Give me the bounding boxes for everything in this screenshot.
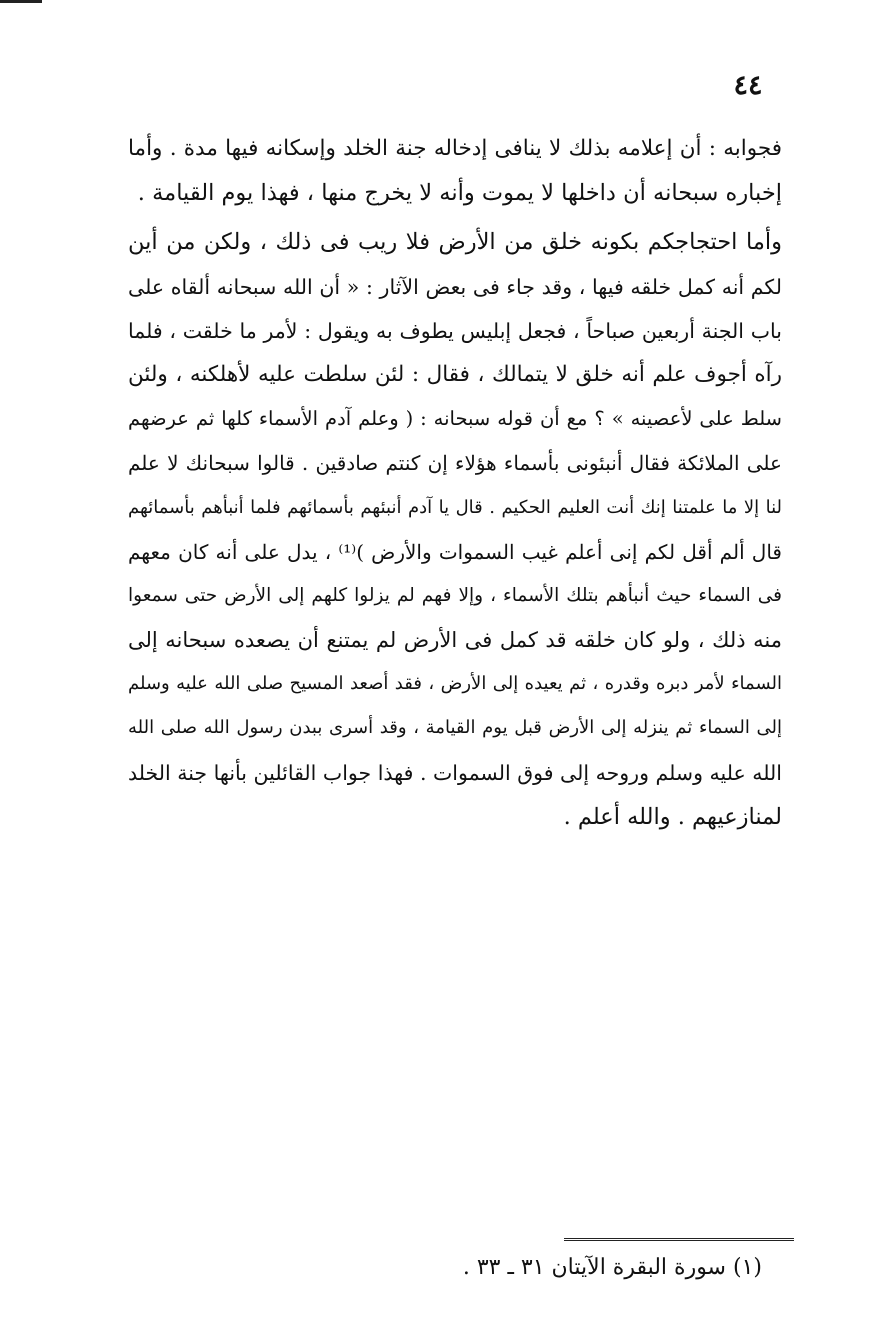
text-line: لنا إلا ما علمتنا إنك أنت العليم الحكيم . قال يا آدم أنبئهم بأسمائهم فلما أنبأهم بأسمائهم	[128, 496, 782, 518]
text-line: منه ذلك ، ولو كان خلقه قد كمل فى الأرض لم يمتنع أن يصعده سبحانه إلى	[128, 628, 782, 653]
text-line: قال ألم أقل لكم إنى أعلم غيب السموات والأرض )⁽¹⁾ ، يدل على أنه كان معهم	[128, 539, 782, 564]
text-line: الله عليه وسلم وروحه إلى فوق السموات . فهذا جواب القائلين بأنها جنة الخلد	[128, 760, 782, 785]
text-line: وأما احتجاجكم بكونه خلق من الأرض فلا ريب فى ذلك ، ولكن من أين	[128, 229, 782, 256]
page-number: ٤٤	[733, 70, 763, 101]
footnote: (١) سورة البقرة الآيتان ٣١ ـ ٣٣ .	[462, 1255, 762, 1280]
footnote-divider	[564, 1238, 794, 1241]
text-line: على الملائكة فقال أنبئونى بأسماء هؤلاء إن كنتم صادقين . قالوا سبحانك لا علم	[128, 451, 782, 476]
scan-edge-mark	[0, 0, 42, 3]
text-line: لكم أنه كمل خلقه فيها ، وقد جاء فى بعض الآثار : « أن الله سبحانه ألقاه على	[128, 274, 782, 299]
text-line: باب الجنة أربعين صباحاً ، فجعل إبليس يطوف به ويقول : لأمر ما خلقت ، فلما	[128, 318, 782, 343]
text-line: السماء لأمر دبره وقدره ، ثم يعيده إلى الأرض ، فقد أصعد المسيح صلى الله عليه وسلم	[128, 673, 782, 695]
paragraph	[128, 127, 782, 215]
paragraph	[128, 220, 782, 839]
body-text	[128, 127, 782, 839]
text-line: لمنازعيهم . والله أعلم .	[563, 803, 782, 830]
text-line: فجوابه : أن إعلامه بذلك لا ينافى إدخاله جنة الخلد وإسكانه فيها مدة . وأما	[128, 136, 782, 161]
text-line: فى السماء حيث أنبأهم بتلك الأسماء ، وإلا فهم لم يزلوا كلهم إلى الأرض حتى سمعوا	[128, 584, 782, 606]
text-line: سلط على لأعصينه » ؟ مع أن قوله سبحانه : ( وعلم آدم الأسماء كلها ثم عرضهم	[128, 407, 782, 431]
text-line: رآه أجوف علم أنه خلق لا يتمالك ، فقال : لئن سلطت عليه لأهلكنه ، ولئن	[128, 361, 782, 387]
text-line: إخباره سبحانه أن داخلها لا يموت وأنه لا يخرج منها ، فهذا يوم القيامة .	[137, 180, 782, 207]
text-line: إلى السماء ثم ينزله إلى الأرض قبل يوم القيامة ، وقد أسرى ببدن رسول الله صلى الله	[128, 717, 782, 739]
